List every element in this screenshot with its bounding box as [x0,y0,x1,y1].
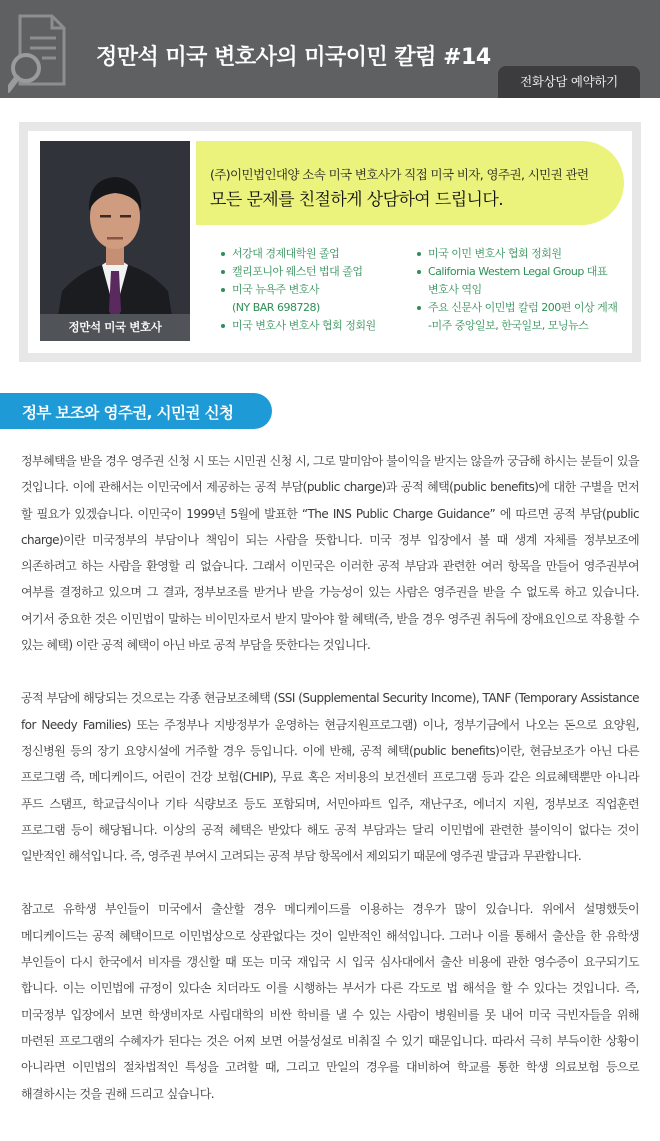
credentials-list-right [416,245,617,335]
section-title: 정부 보조와 영주권, 시민권 신청 [22,404,234,422]
lawyer-profile-card [19,122,641,362]
credential-item: 미국 변호사 변호사 협회 정회원 [220,317,376,335]
bullet-icon [221,288,225,292]
intro-line: (주)이민법인대양 소속 미국 변호사가 직접 미국 비자, 영주권, 시민권 관련 [210,167,589,182]
article-paragraph: 정부혜택을 받을 경우 영주권 신청 시 또는 시민권 신청 시, 그로 말미암아 불이익을 받지는 않을까 궁금해 하시는 분들이 있을 것입니다. 이에 관해서는 이민국에서 제공하는 공적 부담(public charge)과 공적 혜택(public benefits)에 대한 구별을 먼저 할 필요가 있겠습니다. 이민국이 1999년 5월에 발표한 “The INS Public Charge Guidance” 에 따르면 공적 부담(public charge)이란 미국정부의 부담이나 책임이 되는 사람을 뜻합니다. 미국 정부 입장에서 볼 때 생계 자체를 정부보조에 의존하려고 하는 사람을 환영할 리 없습니다. 그래서 이민국은 이러한 공적 부담과 관련한 여러 항목을 만들어 영주권부여 여부를 결정하고 있으며 그 결과, 정부보조를 받거나 받을 가능성이 있는 사람은 영주권을 받을 수 없도록 하고 있습니다. 여기서 중요한 것은 이민법이 말하는 비이민자로서 받지 말아야 할 혜택(즉, 받을 경우 영주권 취득에 장애요인으로 작용할 수 있는 혜택) 이란 공적 혜택이 아닌 바로 공적 부담을 뜻한다는 것입니다. [21,454,639,653]
credential-item: 미국 이민 변호사 협회 정회원 [416,245,617,263]
credential-item-continued: -미주 중앙일보, 한국일보, 모닝뉴스 [428,319,589,332]
document-search-icon [8,12,68,94]
section-heading [0,393,272,429]
credentials-list-left [220,245,376,335]
article-paragraph: 공적 부담에 해당되는 것으로는 각종 현금보조혜택 (SSI (Supplemental Security Income), TANF (Temporary Assistance for Needy Families) 또는 주정부나 지방정부가 운영하는 현금지원프로그램) 이나, 정부기금에서 나오는 돈으로 요양원, 정신병원 등의 장기 요양시설에 거주할 경우 등입니다. 이에 반해, 공적 혜택(public benefits)이란, 현금보조가 아닌 다른 프로그램 즉, 메디케이드, 어린이 건강 보험(CHIP), 무료 혹은 저비용의 보건센터 프로그램 등과 같은 의료혜택뿐만 아니라 푸드 스탬프, 학교급식이나 기타 식량보조 등도 포함되며, 서민아파트 입주, 재난구조, 에너지 지원, 정부보조 직업훈련 프로그램 등이 해당됩니다. 이상의 공적 혜택은 받았다 해도 공적 부담과는 달리 이민법에 관련한 불이익이 없다는 것이 일반적인 해석입니다. 즉, 영주권 부여시 고려되는 공적 부담 항목에서 제외되기 때문에 영주권 발급과 무관합니다. [21,691,639,864]
lawyer-photo [40,141,190,341]
profile-card-inner [28,131,632,353]
credential-item: 미국 뉴욕주 변호사 [220,281,376,299]
article-paragraph: 참고로 유학생 부인들이 미국에서 출산할 경우 메디케이드를 이용하는 경우가 많이 있습니다. 위에서 설명했듯이 메디케이드는 공적 혜택이므로 이민법상으로 상관없다는 것이 일반적인 해석입니다. 그러나 이를 통해서 출산을 한 유학생 부인들이 다시 한국에서 비자를 갱신할 때 또는 미국 재입국 시 입국 심사대에서 출산 비용에 관한 영수증이 요구되기도 합니다. 이는 이민법에 규정이 있다손 치더라도 이를 시행하는 부서가 다른 각도로 법 해석을 할 수 있다는 것입니다. 즉, 미국정부 입장에서 보면 학생비자로 사립대학의 비싼 학비를 낼 수 있는 사람이 병원비를 못 내어 미국 극빈자들을 위해 마련된 프로그램의 수혜자가 된다는 것은 어찌 보면 어불성설로 비춰질 수 있기 때문입니다. 따라서 극히 부득이한 상황이 아니라면 이민법의 절차법적인 특성을 고려할 때, 그리고 만일의 경우를 대비하여 학교를 통한 학생 의료보험 등으로 해결하시는 것을 권해 드리고 싶습니다. [21,902,639,1101]
credential-item: 캘리포니아 웨스턴 법대 졸업 [220,263,376,281]
phone-consultation-button[interactable]: 전화상담 예약하기 [498,66,640,98]
credential-item-continued: (NY BAR 698728) [232,301,320,314]
bullet-icon [417,252,421,256]
credential-item: 주요 신문사 이민법 칼럼 200편 이상 게재 [416,299,617,317]
bullet-icon [221,252,225,256]
lawyer-portrait-image [40,141,190,341]
intro-headline: 모든 문제를 친절하게 상담하여 드립니다. [210,190,503,210]
article-body [21,448,639,1134]
bullet-icon [417,270,421,274]
bullet-icon [221,324,225,328]
photo-caption: 정만석 미국 변호사 [40,314,190,341]
credential-item-continued: 변호사 역임 [428,283,482,296]
bullet-icon [417,306,421,310]
credential-item: 서강대 경제대학원 졸업 [220,245,376,263]
bullet-icon [221,270,225,274]
page-title: 정만석 미국 변호사의 미국이민 칼럼 #14 [96,45,491,70]
intro-speech-bubble [196,141,624,225]
credential-item: California Western Legal Group 대표 [416,263,617,281]
page-header [0,0,660,98]
